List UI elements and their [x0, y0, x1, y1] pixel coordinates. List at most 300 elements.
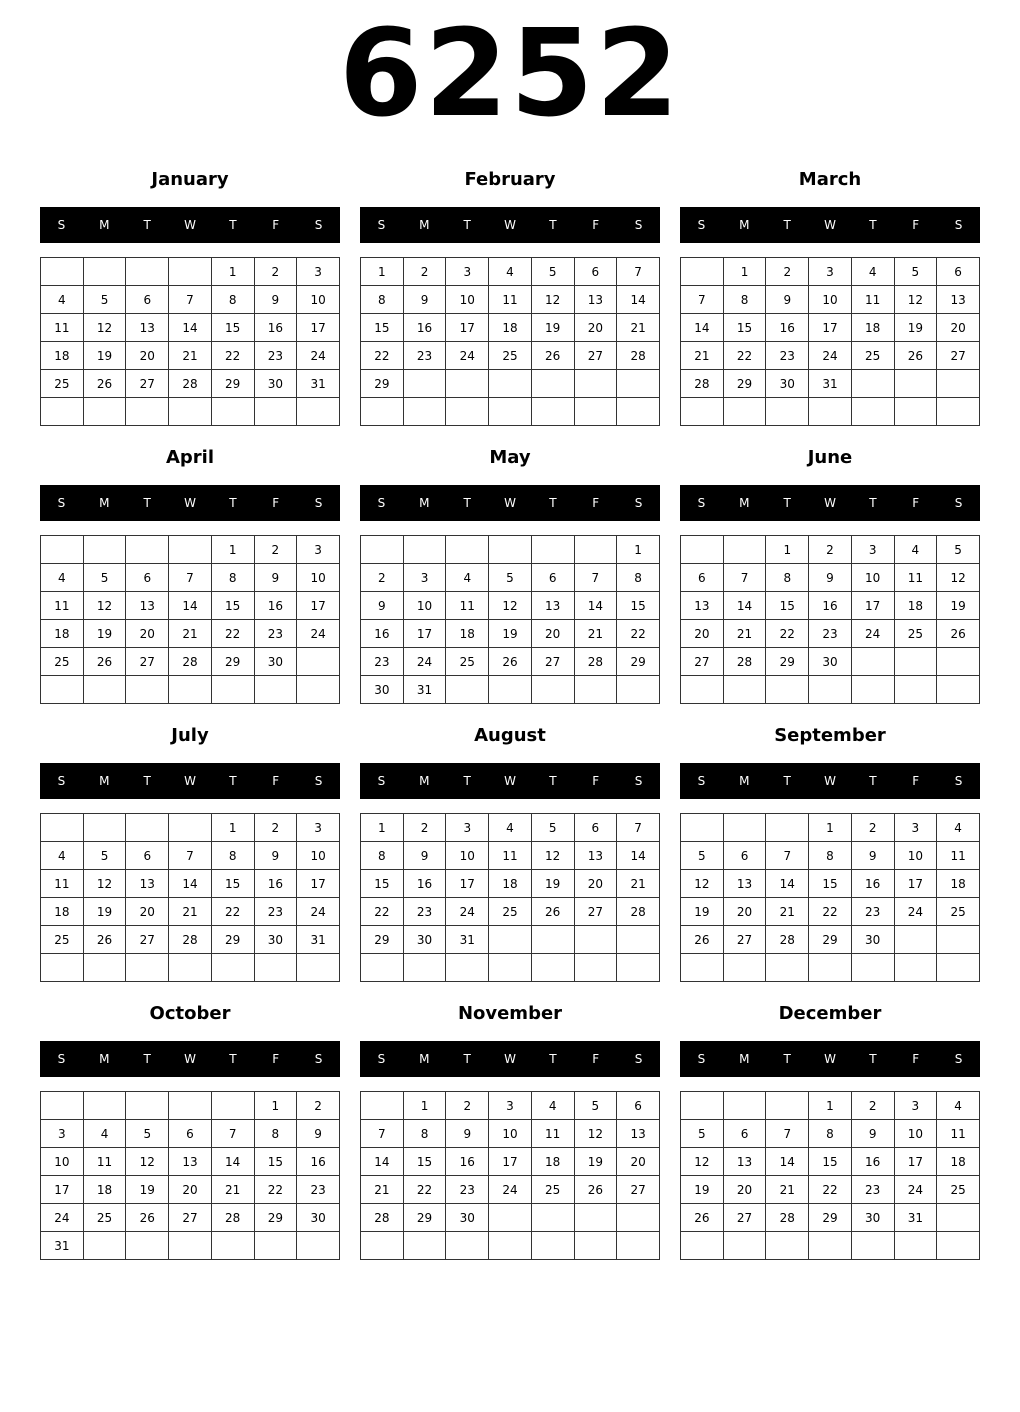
day-cell: 27: [723, 1204, 766, 1232]
day-cell: [126, 1232, 169, 1260]
day-cell: 8: [254, 1120, 297, 1148]
week-row: [361, 1148, 660, 1176]
day-cell: [937, 1204, 980, 1232]
day-cell: [851, 370, 894, 398]
day-cell: 3: [894, 814, 937, 842]
weekday-label: T: [549, 774, 557, 788]
day-cell: [766, 814, 809, 842]
day-cell: [169, 1232, 212, 1260]
weekday-header: [40, 763, 340, 799]
day-cell: [403, 370, 446, 398]
day-cell: [126, 1092, 169, 1120]
day-cell: 18: [489, 314, 532, 342]
day-cell: 3: [446, 258, 489, 286]
weekday-label: S: [314, 496, 323, 510]
weekday-label: W: [184, 1052, 196, 1066]
day-cell: 30: [361, 676, 404, 704]
day-cell: [574, 536, 617, 564]
weekday-header: [360, 485, 660, 521]
weekday-label: W: [504, 496, 516, 510]
day-cell: 30: [446, 1204, 489, 1232]
day-cell: 26: [83, 370, 126, 398]
day-cell: 27: [126, 648, 169, 676]
day-cell: [809, 676, 852, 704]
month-name: December: [778, 1003, 882, 1024]
day-cell: [83, 676, 126, 704]
day-cell: 24: [297, 898, 340, 926]
day-cell: 2: [361, 564, 404, 592]
day-cell: 18: [41, 898, 84, 926]
day-cell: 2: [254, 536, 297, 564]
week-row: [681, 286, 980, 314]
day-grid: [40, 813, 340, 982]
weekday-label: S: [377, 774, 386, 788]
month-name: September: [774, 725, 886, 746]
day-cell: 25: [937, 898, 980, 926]
day-cell: 8: [211, 286, 254, 314]
day-cell: [766, 954, 809, 982]
day-cell: [531, 398, 574, 426]
day-cell: 30: [254, 648, 297, 676]
day-cell: [41, 258, 84, 286]
week-row: [41, 1148, 340, 1176]
day-cell: 12: [937, 564, 980, 592]
weekday-label: S: [697, 496, 706, 510]
day-cell: 2: [403, 258, 446, 286]
day-cell: [681, 814, 724, 842]
day-cell: 17: [41, 1176, 84, 1204]
week-row: [41, 898, 340, 926]
day-cell: [531, 676, 574, 704]
day-cell: 29: [254, 1204, 297, 1232]
week-row: [41, 1120, 340, 1148]
week-row: [41, 564, 340, 592]
week-row: [41, 342, 340, 370]
day-cell: 18: [937, 870, 980, 898]
weekday-label: T: [549, 496, 557, 510]
day-cell: [681, 258, 724, 286]
day-cell: [446, 676, 489, 704]
day-cell: [681, 536, 724, 564]
day-cell: 4: [489, 814, 532, 842]
day-cell: 18: [41, 342, 84, 370]
day-cell: 11: [851, 286, 894, 314]
day-cell: 12: [83, 592, 126, 620]
weekday-label: M: [99, 1052, 110, 1066]
day-cell: [681, 1092, 724, 1120]
day-cell: [403, 1232, 446, 1260]
weekday-label: M: [419, 496, 430, 510]
day-cell: 2: [766, 258, 809, 286]
day-cell: 25: [894, 620, 937, 648]
day-cell: 5: [83, 842, 126, 870]
week-row: [41, 1232, 340, 1260]
weekday-label: S: [954, 774, 963, 788]
day-cell: 13: [574, 842, 617, 870]
day-cell: 16: [766, 314, 809, 342]
day-cell: 1: [211, 536, 254, 564]
day-cell: 14: [361, 1148, 404, 1176]
day-cell: 22: [809, 898, 852, 926]
day-cell: [169, 814, 212, 842]
day-cell: 22: [766, 620, 809, 648]
day-cell: 15: [809, 870, 852, 898]
weekday-label: S: [377, 218, 386, 232]
day-grid: [360, 813, 660, 982]
day-cell: 8: [723, 286, 766, 314]
day-cell: 15: [809, 1148, 852, 1176]
day-cell: 22: [211, 342, 254, 370]
weekday-label: T: [229, 218, 237, 232]
day-cell: [617, 676, 660, 704]
day-cell: 18: [83, 1176, 126, 1204]
day-cell: 27: [126, 926, 169, 954]
day-cell: 25: [446, 648, 489, 676]
day-cell: 9: [403, 842, 446, 870]
day-cell: 16: [851, 870, 894, 898]
day-cell: 14: [169, 870, 212, 898]
day-cell: 11: [937, 1120, 980, 1148]
day-cell: 15: [211, 592, 254, 620]
day-cell: 28: [766, 926, 809, 954]
day-cell: 23: [403, 898, 446, 926]
day-cell: 21: [723, 620, 766, 648]
week-row: [41, 814, 340, 842]
day-cell: [681, 398, 724, 426]
day-cell: [531, 1204, 574, 1232]
day-cell: 16: [254, 870, 297, 898]
weekday-label: T: [463, 774, 471, 788]
weekday-label: W: [504, 1052, 516, 1066]
weekday-label: S: [634, 1052, 643, 1066]
day-cell: 24: [809, 342, 852, 370]
day-cell: 9: [851, 1120, 894, 1148]
day-cell: 6: [574, 814, 617, 842]
day-cell: [297, 398, 340, 426]
day-cell: 19: [83, 898, 126, 926]
day-cell: 16: [403, 870, 446, 898]
day-cell: 2: [254, 258, 297, 286]
day-cell: [723, 398, 766, 426]
weekday-label: W: [824, 1052, 836, 1066]
month-name: November: [457, 1003, 563, 1024]
week-row: [681, 564, 980, 592]
weekday-label: M: [419, 774, 430, 788]
day-cell: [83, 1092, 126, 1120]
day-cell: 24: [41, 1204, 84, 1232]
day-cell: 8: [809, 1120, 852, 1148]
weekday-label: S: [314, 774, 323, 788]
day-cell: [574, 676, 617, 704]
weekday-header: [360, 763, 660, 799]
day-cell: [574, 398, 617, 426]
day-cell: 13: [126, 592, 169, 620]
week-row: [41, 286, 340, 314]
day-cell: [851, 648, 894, 676]
day-cell: 22: [617, 620, 660, 648]
weekday-label: T: [869, 774, 877, 788]
week-row: [681, 842, 980, 870]
day-cell: [403, 536, 446, 564]
week-row: [361, 258, 660, 286]
day-cell: 12: [126, 1148, 169, 1176]
day-cell: [211, 676, 254, 704]
day-cell: 7: [723, 564, 766, 592]
day-cell: [169, 954, 212, 982]
day-cell: 15: [403, 1148, 446, 1176]
day-cell: 7: [211, 1120, 254, 1148]
week-row: [361, 314, 660, 342]
day-cell: 13: [617, 1120, 660, 1148]
day-cell: 20: [126, 898, 169, 926]
day-cell: 7: [574, 564, 617, 592]
day-grid: [40, 1091, 340, 1260]
day-cell: 20: [126, 342, 169, 370]
day-cell: 11: [937, 842, 980, 870]
day-cell: 30: [403, 926, 446, 954]
day-cell: 10: [489, 1120, 532, 1148]
day-cell: 4: [937, 814, 980, 842]
day-cell: [617, 398, 660, 426]
week-row: [681, 592, 980, 620]
day-cell: 13: [574, 286, 617, 314]
day-cell: 17: [446, 870, 489, 898]
day-cell: [489, 1232, 532, 1260]
day-cell: 12: [83, 314, 126, 342]
day-cell: 7: [361, 1120, 404, 1148]
day-cell: 8: [403, 1120, 446, 1148]
month-name: February: [464, 169, 556, 190]
day-cell: 14: [723, 592, 766, 620]
day-cell: 31: [809, 370, 852, 398]
day-cell: [83, 814, 126, 842]
day-cell: 28: [574, 648, 617, 676]
weekday-label: M: [99, 496, 110, 510]
day-cell: 2: [403, 814, 446, 842]
day-cell: 6: [937, 258, 980, 286]
day-cell: 29: [617, 648, 660, 676]
day-cell: 19: [531, 314, 574, 342]
day-cell: 27: [723, 926, 766, 954]
day-cell: 20: [937, 314, 980, 342]
day-cell: 1: [809, 814, 852, 842]
day-cell: 22: [361, 898, 404, 926]
day-cell: 12: [681, 1148, 724, 1176]
weekday-label: S: [57, 496, 66, 510]
day-cell: 14: [766, 1148, 809, 1176]
day-cell: 23: [403, 342, 446, 370]
day-cell: 17: [446, 314, 489, 342]
day-cell: 5: [83, 564, 126, 592]
day-cell: 26: [531, 898, 574, 926]
weekday-label: F: [912, 218, 920, 232]
day-cell: 10: [446, 842, 489, 870]
weekday-label: T: [229, 1052, 237, 1066]
day-cell: [489, 954, 532, 982]
day-grid: [40, 257, 340, 426]
day-cell: 3: [297, 814, 340, 842]
day-cell: 23: [446, 1176, 489, 1204]
day-cell: 1: [766, 536, 809, 564]
weekday-header: [360, 207, 660, 243]
week-row: [361, 536, 660, 564]
weekday-label: M: [99, 218, 110, 232]
week-row: [681, 1092, 980, 1120]
day-cell: 11: [41, 314, 84, 342]
weekday-label: W: [824, 218, 836, 232]
day-cell: [617, 370, 660, 398]
day-cell: 24: [297, 342, 340, 370]
day-cell: [41, 1092, 84, 1120]
day-cell: [254, 398, 297, 426]
day-cell: 7: [681, 286, 724, 314]
day-cell: 21: [766, 898, 809, 926]
day-cell: 1: [211, 814, 254, 842]
day-cell: 19: [83, 620, 126, 648]
day-cell: 27: [574, 898, 617, 926]
week-row: [361, 398, 660, 426]
day-cell: [41, 814, 84, 842]
day-cell: [574, 370, 617, 398]
day-cell: 25: [41, 648, 84, 676]
day-cell: 26: [83, 926, 126, 954]
day-cell: 22: [361, 342, 404, 370]
day-cell: 5: [489, 564, 532, 592]
day-grid: [680, 813, 980, 982]
day-cell: [723, 676, 766, 704]
day-cell: [254, 676, 297, 704]
day-cell: 29: [766, 648, 809, 676]
weekday-label: T: [463, 1052, 471, 1066]
day-cell: [446, 398, 489, 426]
day-cell: 26: [574, 1176, 617, 1204]
month-name: June: [807, 447, 853, 468]
weekday-label: W: [184, 774, 196, 788]
day-cell: 24: [894, 1176, 937, 1204]
week-row: [681, 398, 980, 426]
day-cell: 10: [297, 564, 340, 592]
day-cell: 5: [126, 1120, 169, 1148]
day-cell: 4: [489, 258, 532, 286]
day-cell: 3: [41, 1120, 84, 1148]
day-cell: [126, 398, 169, 426]
day-cell: 27: [617, 1176, 660, 1204]
week-row: [41, 536, 340, 564]
day-cell: [169, 1092, 212, 1120]
day-cell: 23: [254, 898, 297, 926]
day-cell: 21: [169, 620, 212, 648]
weekday-label: T: [869, 1052, 877, 1066]
day-cell: 20: [574, 314, 617, 342]
day-cell: 12: [531, 286, 574, 314]
day-cell: 18: [41, 620, 84, 648]
weekday-label: M: [739, 496, 750, 510]
day-cell: 24: [446, 898, 489, 926]
day-cell: [894, 676, 937, 704]
day-cell: 11: [894, 564, 937, 592]
day-cell: 7: [617, 258, 660, 286]
day-cell: 10: [894, 842, 937, 870]
day-cell: 25: [937, 1176, 980, 1204]
week-row: [41, 258, 340, 286]
day-cell: 31: [297, 370, 340, 398]
day-cell: [574, 954, 617, 982]
day-cell: 1: [617, 536, 660, 564]
day-cell: [489, 1204, 532, 1232]
day-cell: [766, 676, 809, 704]
day-cell: 10: [403, 592, 446, 620]
week-row: [361, 286, 660, 314]
day-cell: 1: [361, 814, 404, 842]
day-cell: 6: [723, 1120, 766, 1148]
day-cell: 25: [489, 342, 532, 370]
day-cell: [361, 1092, 404, 1120]
day-cell: 21: [169, 342, 212, 370]
day-cell: 21: [169, 898, 212, 926]
day-cell: 4: [531, 1092, 574, 1120]
week-row: [41, 620, 340, 648]
day-cell: 13: [169, 1148, 212, 1176]
day-cell: [531, 536, 574, 564]
day-cell: 9: [766, 286, 809, 314]
day-cell: [489, 676, 532, 704]
day-cell: 18: [851, 314, 894, 342]
weekday-label: S: [57, 1052, 66, 1066]
day-cell: [723, 954, 766, 982]
day-cell: 21: [574, 620, 617, 648]
day-cell: 28: [617, 898, 660, 926]
day-cell: 18: [446, 620, 489, 648]
day-cell: 11: [489, 286, 532, 314]
week-row: [361, 1092, 660, 1120]
day-cell: 30: [254, 926, 297, 954]
day-cell: 19: [83, 342, 126, 370]
day-cell: 23: [254, 620, 297, 648]
day-cell: 8: [361, 286, 404, 314]
day-cell: 13: [681, 592, 724, 620]
day-cell: [681, 1232, 724, 1260]
day-cell: [937, 648, 980, 676]
day-cell: 12: [531, 842, 574, 870]
day-cell: 5: [894, 258, 937, 286]
day-cell: 6: [574, 258, 617, 286]
day-cell: 15: [723, 314, 766, 342]
month-name: January: [151, 169, 229, 190]
day-cell: [574, 926, 617, 954]
day-cell: 11: [489, 842, 532, 870]
day-cell: 18: [894, 592, 937, 620]
day-cell: 8: [617, 564, 660, 592]
day-cell: [681, 676, 724, 704]
day-cell: [403, 954, 446, 982]
weekday-label: F: [912, 1052, 920, 1066]
week-row: [681, 1120, 980, 1148]
day-cell: 26: [681, 926, 724, 954]
week-row: [361, 370, 660, 398]
day-cell: 8: [211, 564, 254, 592]
weekday-label: T: [463, 496, 471, 510]
day-cell: 26: [83, 648, 126, 676]
day-cell: [937, 954, 980, 982]
day-cell: 9: [361, 592, 404, 620]
day-cell: [489, 398, 532, 426]
day-cell: 10: [297, 842, 340, 870]
day-cell: 15: [361, 314, 404, 342]
day-cell: [809, 954, 852, 982]
day-cell: [297, 676, 340, 704]
weekday-label: F: [272, 774, 280, 788]
week-row: [41, 1204, 340, 1232]
